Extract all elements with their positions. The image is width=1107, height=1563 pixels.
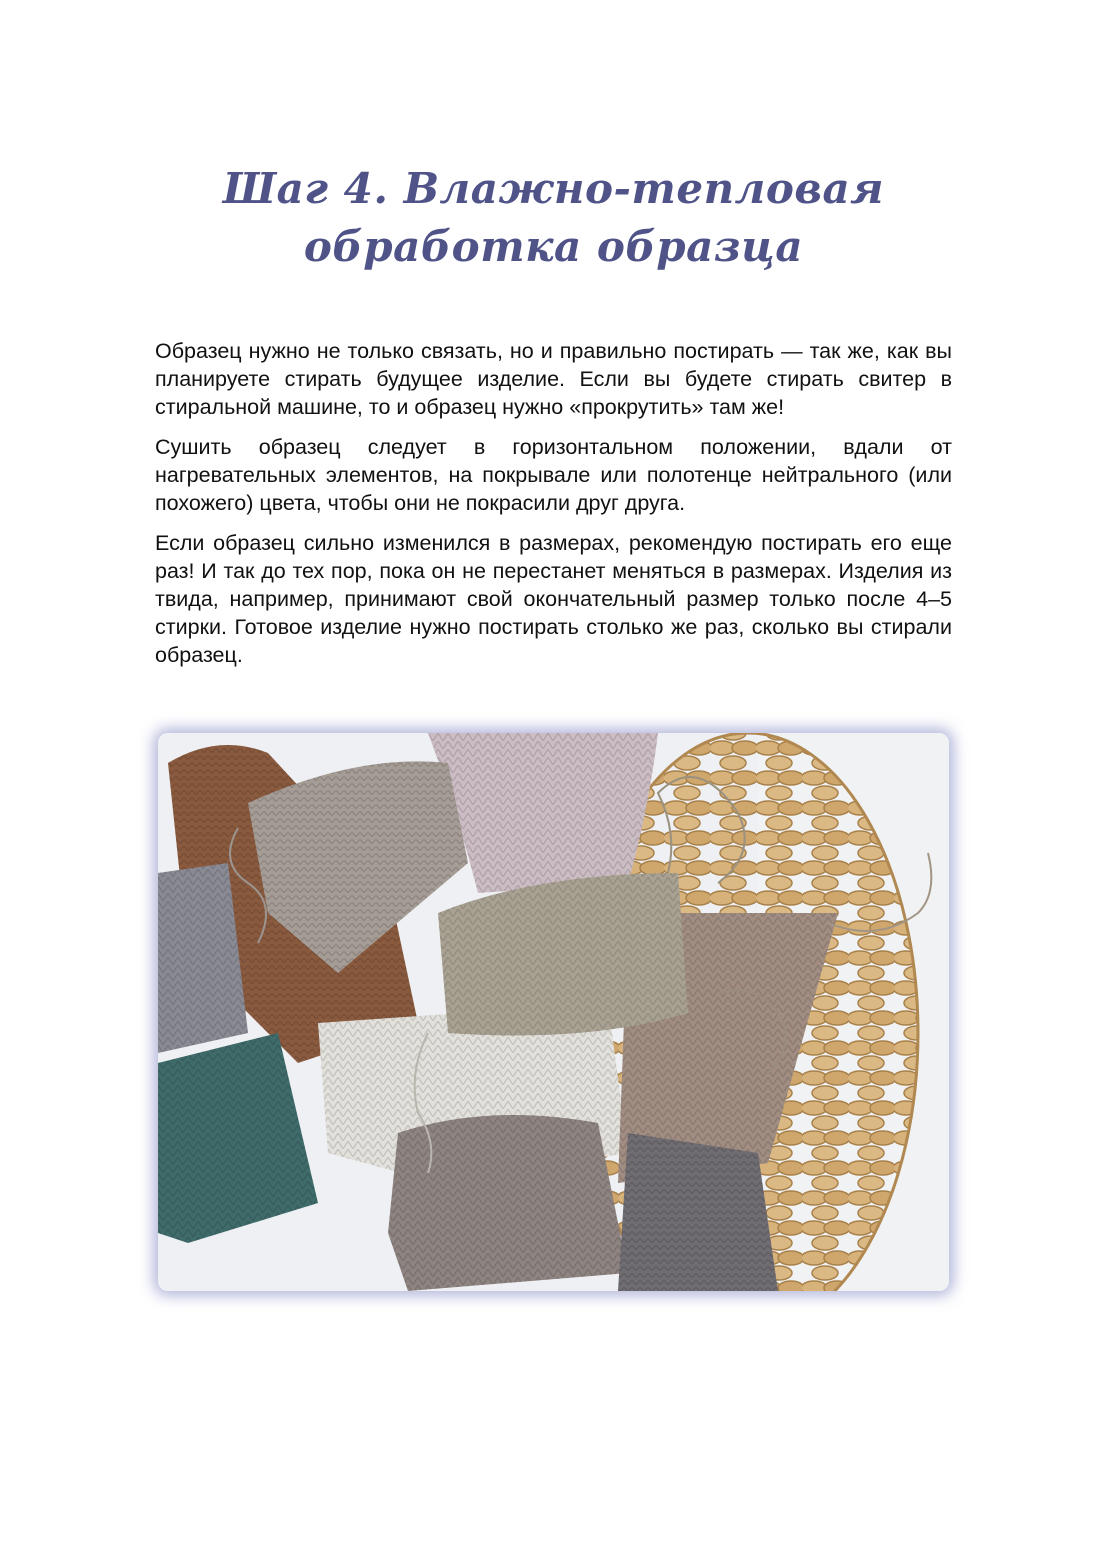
- page-title: [150, 160, 957, 276]
- knitted-swatches-photo: [158, 733, 949, 1291]
- body-text: [155, 337, 952, 681]
- page-title-line-2: обработка образца: [303, 222, 804, 271]
- paragraph-drying: Сушить образец следует в горизонтальном положении, вдали от нагревательных элементов, на покрывале или полотенце нейтрального (или похожего) цвета, чтобы они не покрасили друг друга.: [155, 435, 952, 515]
- paragraph-washing: Образец нужно не только связать, но и правильно постирать — так же, как вы планируете стирать будущее изделие. Если вы будете стирать свитер в стиральной машине, то и образец нужно «прокрутить» там же!: [155, 339, 952, 419]
- knitted-swatches-illustration: [158, 733, 949, 1291]
- page-title-line-1: Шаг 4. Влажно-тепловая: [222, 164, 885, 213]
- paragraph-repeat-washing: Если образец сильно изменился в размерах, рекомендую постирать его еще раз! И так до тех пор, пока он не перестанет меняться в размерах. Изделия из твида, например, принимают свой окончательный размер только после 4–5 стирки. Готовое изделие нужно постирать столько же раз, сколько вы стирали образец.: [155, 531, 952, 667]
